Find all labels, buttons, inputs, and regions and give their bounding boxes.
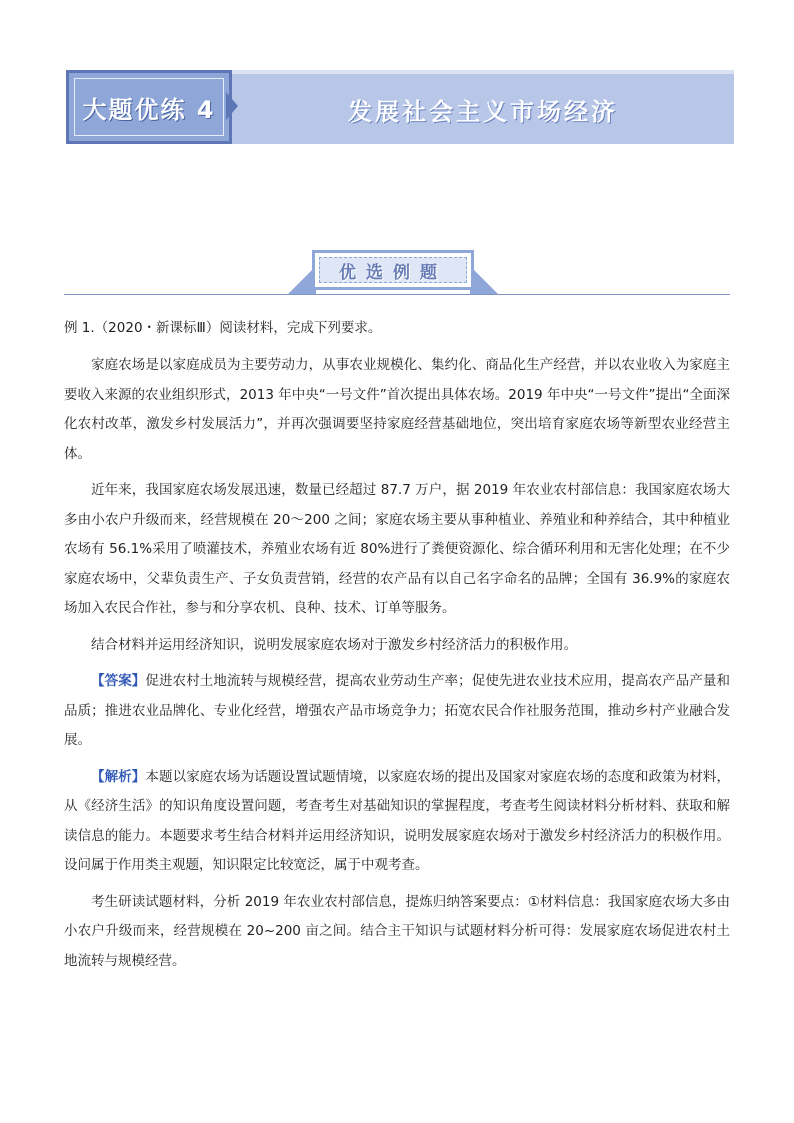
chapter-title: 发展社会主义市场经济	[348, 97, 618, 126]
analysis-paragraph-2: 考生研读试题材料，分析 2019 年农业农村部信息，提炼归纳答案要点：①材料信息：我国家庭农场大多由小农户升级而来，经营规模在 20~200 亩之间。结合主干知识与试题材料分析可得：发展家庭农场促进农村土地流转与规模经营。	[64, 893, 730, 969]
document-body	[64, 318, 730, 983]
section-title: 优选例题	[339, 262, 447, 283]
answer-text: 促进农村土地流转与规模经营，提高农业劳动生产率；促使先进农业技术应用，提高农产品产量和品质；推进农业品牌化、专业化经营，增强农产品市场竞争力；拓宽农民合作社服务范围，推动乡村产业融合发展。	[64, 673, 731, 748]
badge-wing-right	[470, 266, 498, 294]
chapter-tag: 大题优练 4	[82, 95, 216, 124]
analysis-text: 本题以家庭农场为话题设置试题情境，以家庭农场的提出及国家对家庭农场的态度和政策为材料，从《经济生活》的知识角度设置问题，考查考生对基础知识的掌握程度，考查考生阅读材料分析材料、获取和解读信息的能力。本题要求考生结合材料并运用经济知识，说明发展家庭农场对于激发乡村经济活力的积极作用。设问属于作用类主观题，知识限定比较宽泛，属于中观考查。	[64, 768, 731, 873]
analysis-paragraph	[64, 763, 730, 881]
chapter-banner	[66, 70, 734, 144]
section-badge	[288, 244, 498, 296]
material-paragraph-1: 家庭农场是以家庭成员为主要劳动力，从事农业规模化、集约化、商品化生产经营，并以农业收入为家庭主要收入来源的农业组织形式，2013 年中央“一号文件”首次提出具体农场。2019 年中央“一号文件”提出“全面深化农村改革，激发乡村发展活力”，并再次强调要坚持家庭经营基础地位，突出培育家庭农场等新型农业经营主体。	[64, 357, 730, 462]
question-text: 结合材料并运用经济知识，说明发展家庭农场对于激发乡村经济活力的积极作用。	[91, 636, 577, 653]
material-paragraph-2: 近年来，我国家庭农场发展迅速，数量已经超过 87.7 万户，据 2019 年农业农村部信息：我国家庭农场大多由小农户升级而来，经营规模在 20～200 之间；家庭农场主要从事种植业、养殖业和种养结合，其中种植业农场有 56.1%采用了喷灌技术，养殖业农场有近 80%进行了粪便资源化、综合循环利用和无害化处理；在不少家庭农场中，父辈负责生产、子女负责营销，经营的农产品有以自己名字命名的品牌；全国有 36.9%的家庭农场加入农民合作社，参与和分享农机、良种、技术、订单等服务。	[64, 482, 730, 616]
analysis-label: 【解析】	[91, 768, 146, 785]
answer-label: 【答案】	[91, 673, 146, 689]
badge-box	[312, 250, 474, 290]
answer-paragraph	[64, 667, 730, 756]
example-heading: 例 1.（2020・新课标Ⅲ）阅读材料，完成下列要求。	[64, 320, 382, 336]
